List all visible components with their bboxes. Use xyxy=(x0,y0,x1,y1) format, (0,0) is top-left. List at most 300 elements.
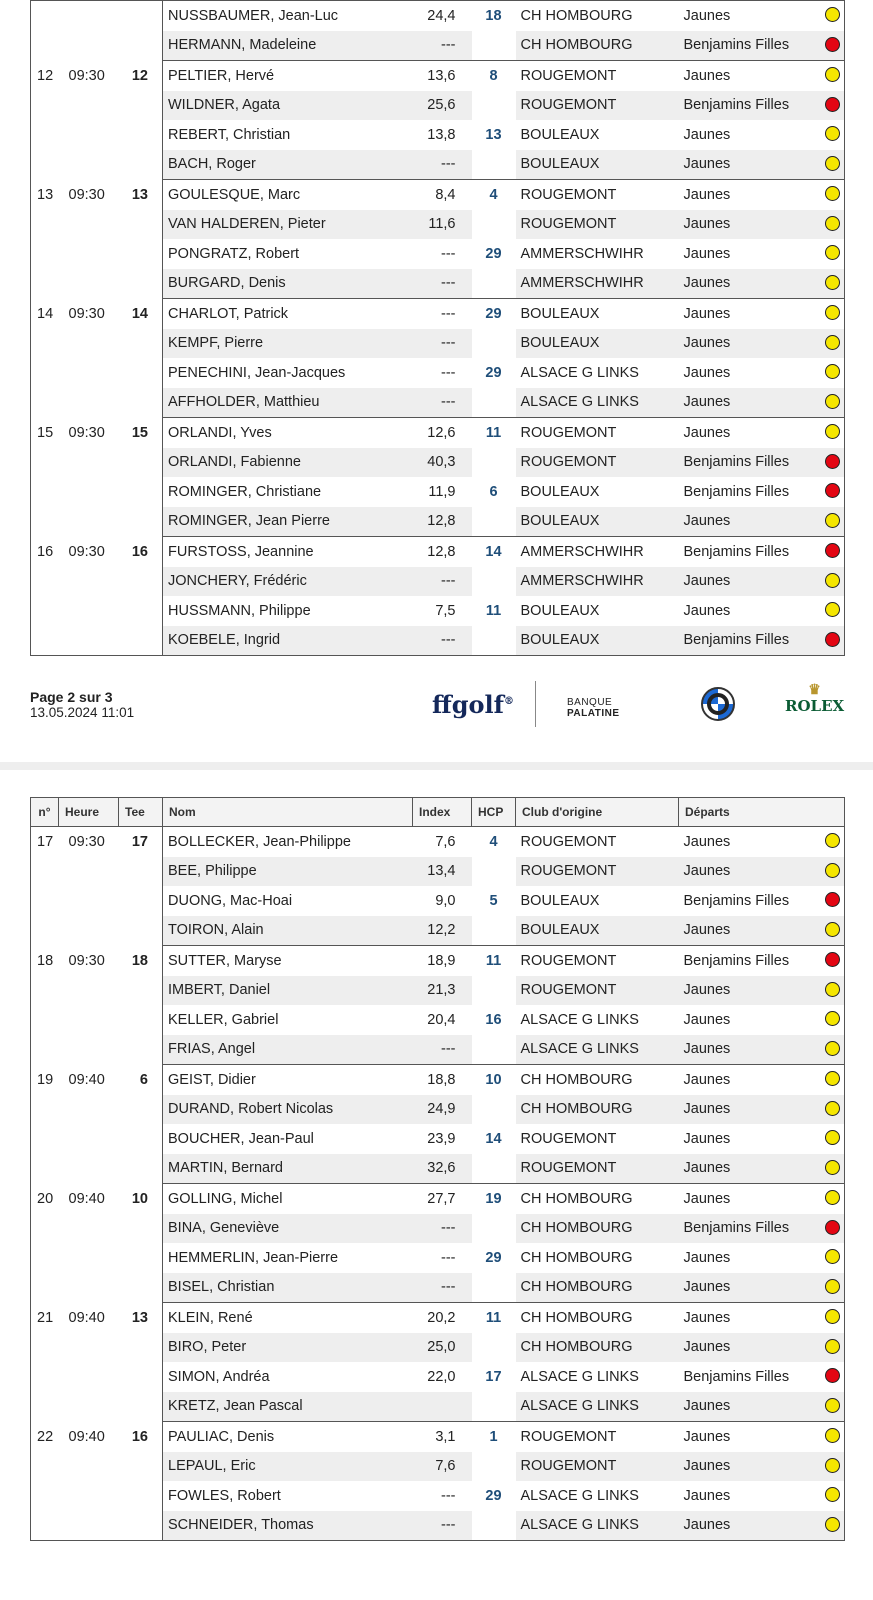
depart-label: Benjamins Filles xyxy=(683,1368,790,1385)
player-club: ROUGEMONT xyxy=(520,67,617,84)
player-club: ROUGEMONT xyxy=(516,976,679,1006)
player-hcp xyxy=(472,150,516,180)
player-index: 23,9 xyxy=(427,1130,456,1147)
group-number: 14 xyxy=(37,305,54,322)
depart-label: Jaunes xyxy=(683,573,731,590)
depart-label: Jaunes xyxy=(683,126,731,143)
player-club: AMMERSCHWIHR xyxy=(516,269,679,299)
tee-color-dot-icon xyxy=(825,186,840,201)
player-club: BOULEAUX xyxy=(516,329,679,359)
player-name: GOLLING, Michel xyxy=(168,1190,283,1207)
player-depart xyxy=(679,477,845,507)
page-separator xyxy=(0,762,873,770)
page-number: Page 2 sur 3 xyxy=(30,689,113,705)
start-time: 09:30 xyxy=(68,952,105,969)
player-club: BOULEAUX xyxy=(516,150,679,180)
tee-color-dot-icon xyxy=(825,1190,840,1205)
tee-times-table xyxy=(30,797,845,1541)
depart-label: Jaunes xyxy=(683,1160,731,1177)
player-name: KELLER, Gabriel xyxy=(168,1011,279,1028)
player-name: GEIST, Didier xyxy=(168,1071,256,1088)
tee-color-dot-icon xyxy=(825,1041,840,1056)
tee-number: 13 xyxy=(119,1303,163,1422)
tee-color-dot-icon xyxy=(825,1339,840,1354)
tee-number: 14 xyxy=(119,299,163,418)
player-club: ROUGEMONT xyxy=(516,210,679,240)
logo-divider xyxy=(535,681,536,727)
tee-color-dot-icon xyxy=(825,1487,840,1502)
player-depart xyxy=(679,626,845,656)
depart-label: Jaunes xyxy=(683,1130,731,1147)
player-club: BOULEAUX xyxy=(520,483,600,500)
player-name: WILDNER, Agata xyxy=(163,91,413,121)
player-index: --- xyxy=(413,1511,472,1541)
player-name: PAULIAC, Denis xyxy=(168,1428,275,1445)
group-number: 15 xyxy=(37,424,54,441)
player-depart xyxy=(679,388,845,418)
player-club: CH HOMBOURG xyxy=(520,7,633,24)
player-club: ROUGEMONT xyxy=(516,857,679,887)
table-row xyxy=(31,946,845,976)
player-index: 20,2 xyxy=(427,1309,456,1326)
player-index: 12,8 xyxy=(413,507,472,537)
tee-color-dot-icon xyxy=(825,543,840,558)
group-number: 16 xyxy=(37,543,54,560)
player-hcp xyxy=(472,626,516,656)
player-club: ALSACE G LINKS xyxy=(520,364,639,381)
table-row xyxy=(31,537,845,567)
player-hcp: 1 xyxy=(489,1428,498,1445)
player-depart xyxy=(679,1124,845,1154)
tee-color-dot-icon xyxy=(825,1160,840,1175)
player-name: DUONG, Mac-Hoai xyxy=(168,892,293,909)
player-depart xyxy=(679,1303,845,1333)
player-club: ROUGEMONT xyxy=(520,833,617,850)
player-club: ROUGEMONT xyxy=(520,952,617,969)
player-hcp: 10 xyxy=(485,1071,502,1088)
player-name: BURGARD, Denis xyxy=(163,269,413,299)
player-depart xyxy=(679,827,845,857)
tee-color-dot-icon xyxy=(825,67,840,82)
player-index: 3,1 xyxy=(435,1428,456,1445)
crown-icon: ♛ xyxy=(808,682,821,698)
tee-color-dot-icon xyxy=(825,833,840,848)
depart-label: Jaunes xyxy=(683,833,731,850)
player-hcp xyxy=(472,1333,516,1363)
player-hcp xyxy=(472,857,516,887)
table-row xyxy=(31,180,845,210)
depart-label: Jaunes xyxy=(683,335,731,352)
player-depart xyxy=(679,1273,845,1303)
player-depart xyxy=(679,507,845,537)
page-3 xyxy=(0,770,873,1600)
player-index: 7,5 xyxy=(435,602,456,619)
player-index: --- xyxy=(413,1273,472,1303)
player-name: ROMINGER, Christiane xyxy=(168,483,322,500)
player-hcp xyxy=(472,507,516,537)
player-index: 12,6 xyxy=(427,424,456,441)
tee-color-dot-icon xyxy=(825,483,840,498)
depart-label: Jaunes xyxy=(683,1011,731,1028)
depart-label: Benjamins Filles xyxy=(683,952,790,969)
player-hcp: 29 xyxy=(485,245,502,262)
player-name: KRETZ, Jean Pascal xyxy=(163,1392,413,1422)
player-depart xyxy=(679,448,845,478)
tee-number: 16 xyxy=(119,1422,163,1541)
player-index: --- xyxy=(413,31,472,61)
depart-label: Jaunes xyxy=(683,1279,731,1296)
depart-label: Jaunes xyxy=(683,1458,731,1475)
depart-label: Jaunes xyxy=(683,245,731,262)
depart-label: Jaunes xyxy=(683,602,731,619)
depart-label: Jaunes xyxy=(683,513,731,530)
player-index: --- xyxy=(441,364,456,381)
depart-label: Jaunes xyxy=(683,305,731,322)
player-hcp xyxy=(472,916,516,946)
player-depart xyxy=(679,1005,845,1035)
tee-color-dot-icon xyxy=(825,305,840,320)
col-header-tee: Tee xyxy=(119,798,163,827)
player-depart xyxy=(679,857,845,887)
depart-label: Jaunes xyxy=(683,1339,731,1356)
tee-color-dot-icon xyxy=(825,1130,840,1145)
player-depart xyxy=(679,916,845,946)
player-name: KOEBELE, Ingrid xyxy=(163,626,413,656)
player-depart xyxy=(679,1243,845,1273)
tee-color-dot-icon xyxy=(825,97,840,112)
player-club: ROUGEMONT xyxy=(516,1452,679,1482)
depart-label: Jaunes xyxy=(683,7,731,24)
tee-color-dot-icon xyxy=(825,1398,840,1413)
depart-label: Benjamins Filles xyxy=(683,37,790,54)
depart-label: Jaunes xyxy=(683,156,731,173)
tee-color-dot-icon xyxy=(825,1368,840,1383)
player-club: BOULEAUX xyxy=(516,507,679,537)
tee-times-table xyxy=(30,0,845,656)
start-time: 09:30 xyxy=(68,186,105,203)
table-row xyxy=(31,299,845,329)
tee-number: 17 xyxy=(119,827,163,946)
player-club: ROUGEMONT xyxy=(516,448,679,478)
player-name: BISEL, Christian xyxy=(163,1273,413,1303)
tee-color-dot-icon xyxy=(825,454,840,469)
depart-label: Benjamins Filles xyxy=(683,892,790,909)
player-name: SCHNEIDER, Thomas xyxy=(163,1511,413,1541)
tee-color-dot-icon xyxy=(825,1517,840,1532)
group-number: 21 xyxy=(37,1309,54,1326)
player-hcp xyxy=(472,1154,516,1184)
player-depart xyxy=(679,91,845,121)
tee-color-dot-icon xyxy=(825,863,840,878)
tee-color-dot-icon xyxy=(825,1071,840,1086)
depart-label: Jaunes xyxy=(683,863,731,880)
player-depart xyxy=(679,886,845,916)
player-hcp: 16 xyxy=(485,1011,502,1028)
player-index: 12,8 xyxy=(427,543,456,560)
player-club: BOULEAUX xyxy=(516,916,679,946)
player-name: TOIRON, Alain xyxy=(163,916,413,946)
depart-label: Jaunes xyxy=(683,922,731,939)
player-index: 12,2 xyxy=(413,916,472,946)
player-name: BIRO, Peter xyxy=(163,1333,413,1363)
tee-color-dot-icon xyxy=(825,1101,840,1116)
player-name: JONCHERY, Frédéric xyxy=(163,567,413,597)
player-hcp xyxy=(472,567,516,597)
player-name: GOULESQUE, Marc xyxy=(168,186,301,203)
table-header-row xyxy=(31,798,845,827)
player-club: BOULEAUX xyxy=(520,892,600,909)
tee-color-dot-icon xyxy=(825,1458,840,1473)
player-hcp: 29 xyxy=(485,364,502,381)
tee-color-dot-icon xyxy=(825,216,840,231)
player-depart xyxy=(679,1154,845,1184)
ffgolf-logo: ffgolf® xyxy=(432,690,514,719)
print-date: 13.05.2024 11:01 xyxy=(30,705,135,720)
tee-color-dot-icon xyxy=(825,7,840,22)
player-name: ROMINGER, Jean Pierre xyxy=(163,507,413,537)
col-header-hcp: HCP xyxy=(472,798,516,827)
player-hcp: 29 xyxy=(485,1487,502,1504)
player-hcp xyxy=(472,91,516,121)
player-club: AMMERSCHWIHR xyxy=(516,567,679,597)
player-depart xyxy=(679,269,845,299)
player-hcp: 8 xyxy=(489,67,498,84)
tee-color-dot-icon xyxy=(825,922,840,937)
player-hcp xyxy=(472,1392,516,1422)
depart-label: Jaunes xyxy=(683,1517,731,1534)
player-index: 13,6 xyxy=(427,67,456,84)
player-index: 18,8 xyxy=(427,1071,456,1088)
player-club: BOULEAUX xyxy=(516,626,679,656)
player-name: BOLLECKER, Jean-Philippe xyxy=(168,833,351,850)
player-name: FURSTOSS, Jeannine xyxy=(168,543,314,560)
player-hcp: 17 xyxy=(485,1368,502,1385)
player-club: BOULEAUX xyxy=(520,602,600,619)
player-index: --- xyxy=(413,269,472,299)
player-hcp: 4 xyxy=(489,833,498,850)
depart-label: Jaunes xyxy=(683,424,731,441)
tee-color-dot-icon xyxy=(825,424,840,439)
table-row xyxy=(31,1422,845,1452)
player-club: ROUGEMONT xyxy=(520,1130,617,1147)
table-row xyxy=(31,827,845,857)
tee-number: 12 xyxy=(119,61,163,180)
player-name: CHARLOT, Patrick xyxy=(168,305,289,322)
col-header-n: n° xyxy=(31,798,59,827)
player-hcp: 11 xyxy=(485,952,502,969)
player-index: 9,0 xyxy=(435,892,456,909)
player-depart xyxy=(679,61,845,91)
depart-label: Jaunes xyxy=(683,275,731,292)
player-name: MARTIN, Bernard xyxy=(163,1154,413,1184)
player-depart xyxy=(679,239,845,269)
player-depart xyxy=(679,1065,845,1095)
player-index xyxy=(413,1392,472,1422)
tee-color-dot-icon xyxy=(825,513,840,528)
player-club: ROUGEMONT xyxy=(520,424,617,441)
depart-label: Benjamins Filles xyxy=(683,97,790,114)
tee-color-dot-icon xyxy=(825,1011,840,1026)
player-name: BOUCHER, Jean-Paul xyxy=(168,1130,314,1147)
tee-number: 6 xyxy=(119,1065,163,1184)
player-name: HEMMERLIN, Jean-Pierre xyxy=(168,1249,339,1266)
player-club: CH HOMBOURG xyxy=(516,1273,679,1303)
player-hcp xyxy=(472,976,516,1006)
player-index: 25,6 xyxy=(413,91,472,121)
player-club: CH HOMBOURG xyxy=(516,1095,679,1125)
player-club: AMMERSCHWIHR xyxy=(520,543,644,560)
depart-label: Jaunes xyxy=(683,394,731,411)
player-name: FOWLES, Robert xyxy=(168,1487,281,1504)
depart-label: Jaunes xyxy=(683,1190,731,1207)
depart-label: Jaunes xyxy=(683,1398,731,1415)
depart-label: Benjamins Filles xyxy=(683,632,790,649)
start-time: 09:30 xyxy=(68,543,105,560)
player-hcp: 11 xyxy=(485,424,502,441)
player-index: 11,9 xyxy=(428,483,456,500)
player-hcp xyxy=(472,1095,516,1125)
depart-label: Benjamins Filles xyxy=(683,483,790,500)
start-time: 09:40 xyxy=(68,1309,105,1326)
tee-color-dot-icon xyxy=(825,394,840,409)
player-depart xyxy=(679,1095,845,1125)
depart-label: Jaunes xyxy=(683,364,731,381)
player-club: CH HOMBOURG xyxy=(516,31,679,61)
player-hcp xyxy=(472,1214,516,1244)
start-time: 09:30 xyxy=(68,834,105,850)
player-club: ALSACE G LINKS xyxy=(516,1511,679,1541)
player-depart xyxy=(679,418,845,448)
tee-color-dot-icon xyxy=(825,37,840,52)
page-2 xyxy=(0,0,873,762)
player-club: ALSACE G LINKS xyxy=(516,1392,679,1422)
col-header-nom: Nom xyxy=(163,798,413,827)
player-index: 22,0 xyxy=(427,1368,456,1385)
col-header-club: Club d'origine xyxy=(516,798,679,827)
player-depart xyxy=(679,567,845,597)
player-name: BEE, Philippe xyxy=(163,857,413,887)
player-depart xyxy=(679,1184,845,1214)
player-name: PELTIER, Hervé xyxy=(168,67,275,84)
player-club: ALSACE G LINKS xyxy=(516,1035,679,1065)
player-hcp: 19 xyxy=(485,1190,502,1207)
player-club: CH HOMBOURG xyxy=(520,1071,633,1088)
player-hcp xyxy=(472,388,516,418)
group-number: 20 xyxy=(37,1190,54,1207)
tee-number: 13 xyxy=(119,180,163,299)
depart-label: Jaunes xyxy=(683,1249,731,1266)
player-name: PENECHINI, Jean-Jacques xyxy=(168,364,346,381)
player-depart xyxy=(679,1422,845,1452)
tee-color-dot-icon xyxy=(825,1279,840,1294)
table-row xyxy=(31,1184,845,1214)
col-header-index: Index xyxy=(413,798,472,827)
table-row xyxy=(31,1303,845,1333)
player-index: 13,8 xyxy=(427,126,456,143)
tee-color-dot-icon xyxy=(825,156,840,171)
player-name: KLEIN, René xyxy=(168,1309,253,1326)
tee-color-dot-icon xyxy=(825,1220,840,1235)
player-name: DURAND, Robert Nicolas xyxy=(163,1095,413,1125)
tee-number: 18 xyxy=(119,946,163,1065)
tee-color-dot-icon xyxy=(825,335,840,350)
tee-color-dot-icon xyxy=(825,245,840,260)
table-row xyxy=(31,1065,845,1095)
player-name: NUSSBAUMER, Jean-Luc xyxy=(168,7,339,24)
player-name: PONGRATZ, Robert xyxy=(168,245,300,262)
start-time: 09:40 xyxy=(68,1190,105,1207)
tee-color-dot-icon xyxy=(825,573,840,588)
player-index: 11,6 xyxy=(413,210,472,240)
bmw-logo xyxy=(701,687,735,721)
player-depart xyxy=(679,1362,845,1392)
player-hcp: 29 xyxy=(485,1249,502,1266)
player-depart xyxy=(679,1,845,31)
player-hcp: 11 xyxy=(485,602,502,619)
player-club: ALSACE G LINKS xyxy=(520,1011,639,1028)
player-hcp xyxy=(472,210,516,240)
player-index: 21,3 xyxy=(413,976,472,1006)
player-index: 32,6 xyxy=(413,1154,472,1184)
player-hcp: 14 xyxy=(485,1130,502,1147)
player-club: ALSACE G LINKS xyxy=(520,1487,639,1504)
col-header-heure: Heure xyxy=(59,798,119,827)
player-index: --- xyxy=(413,567,472,597)
start-time: 09:30 xyxy=(68,424,105,441)
player-depart xyxy=(679,358,845,388)
depart-label: Jaunes xyxy=(683,1487,731,1504)
tee-number xyxy=(119,1,163,61)
tee-color-dot-icon xyxy=(825,126,840,141)
player-depart xyxy=(679,210,845,240)
player-index: --- xyxy=(441,1249,456,1266)
table-row xyxy=(31,61,845,91)
depart-label: Benjamins Filles xyxy=(683,543,790,560)
player-name: SUTTER, Maryse xyxy=(168,952,282,969)
tee-number: 10 xyxy=(119,1184,163,1303)
depart-label: Jaunes xyxy=(683,216,731,233)
player-depart xyxy=(679,1333,845,1363)
player-club: CH HOMBOURG xyxy=(520,1309,633,1326)
player-depart xyxy=(679,537,845,567)
player-club: BOULEAUX xyxy=(520,126,600,143)
player-index: --- xyxy=(413,1035,472,1065)
player-index: 8,4 xyxy=(435,186,456,203)
depart-label: Jaunes xyxy=(683,1428,731,1445)
start-time: 09:40 xyxy=(68,1428,105,1445)
player-index: --- xyxy=(413,150,472,180)
tee-color-dot-icon xyxy=(825,602,840,617)
player-hcp xyxy=(472,1273,516,1303)
player-hcp: 6 xyxy=(489,483,498,500)
player-depart xyxy=(679,946,845,976)
player-index: --- xyxy=(441,305,456,322)
player-name: HERMANN, Madeleine xyxy=(163,31,413,61)
player-hcp: 4 xyxy=(489,186,498,203)
player-index: 13,4 xyxy=(413,857,472,887)
tee-color-dot-icon xyxy=(825,982,840,997)
tee-color-dot-icon xyxy=(825,1309,840,1324)
player-name: BACH, Roger xyxy=(163,150,413,180)
page-footer xyxy=(30,689,134,720)
player-name: VAN HALDEREN, Pieter xyxy=(163,210,413,240)
player-name: REBERT, Christian xyxy=(168,126,291,143)
start-time: 09:40 xyxy=(68,1071,105,1088)
player-depart xyxy=(679,329,845,359)
group-number: 18 xyxy=(37,952,54,969)
tee-color-dot-icon xyxy=(825,275,840,290)
player-depart xyxy=(679,1452,845,1482)
